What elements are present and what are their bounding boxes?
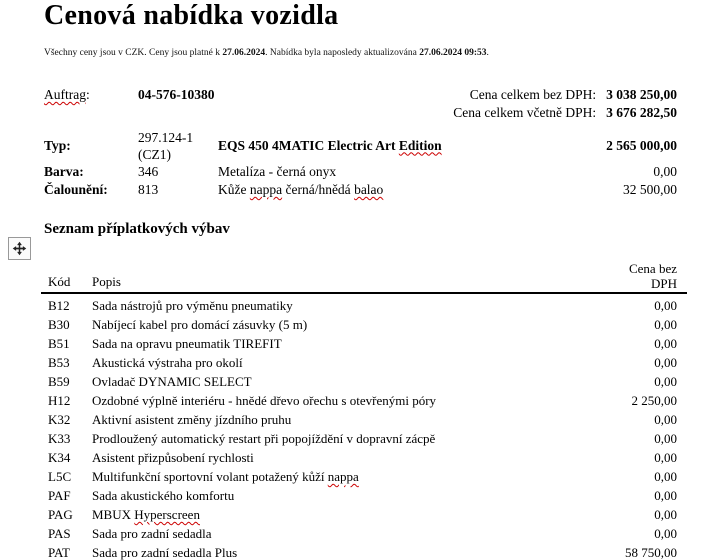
row-code: PAG	[48, 507, 73, 522]
upholstery-price: 32 500,00	[623, 182, 677, 197]
row-price: 0,00	[654, 374, 677, 389]
order-number: 04-576-10380	[138, 87, 215, 102]
row-desc: Sada na opravu pneumatik TIREFIT	[92, 336, 282, 351]
table-row	[41, 334, 687, 353]
total-incl-vat-label: Cena celkem včetně DPH:	[453, 105, 597, 120]
table-row	[41, 429, 687, 448]
total-incl-vat-value: 3 676 282,50	[606, 105, 677, 120]
row-price: 0,00	[654, 317, 677, 332]
vehicle-spec-block	[44, 128, 677, 199]
vehicle-color-row	[44, 163, 677, 181]
table-row	[41, 372, 687, 391]
table-move-handle-icon	[12, 241, 27, 256]
color-description: Metalíza - černá onyx	[218, 164, 337, 179]
row-code: K32	[48, 412, 71, 427]
order-label: Auftrag:	[44, 87, 90, 102]
column-header-code: Kód	[48, 274, 71, 289]
type-code-line1: 297.124-1	[138, 129, 194, 145]
column-header-description: Popis	[92, 274, 121, 289]
row-desc: Sada akustického komfortu	[92, 488, 235, 503]
row-desc: Aktivní asistent změny jízdního pruhu	[92, 412, 292, 427]
disclaimer-text: .	[486, 48, 489, 58]
vehicle-type-row	[44, 128, 677, 163]
table-row	[41, 543, 687, 560]
row-desc: Sada pro zadní sedadla Plus	[92, 545, 238, 560]
page-title: Cenová nabídka vozidla	[44, 0, 339, 31]
row-code: B51	[48, 336, 70, 351]
table-row	[41, 315, 687, 334]
upholstery-code: 813	[138, 182, 159, 197]
row-desc: Nabíjecí kabel pro domácí zásuvky (5 m)	[92, 317, 308, 332]
type-price: 2 565 000,00	[606, 137, 677, 153]
disclaimer-line	[44, 48, 489, 58]
upholstery-label: Čalounění:	[44, 182, 108, 197]
table-row	[41, 448, 687, 467]
row-desc: Asistent přizpůsobení rychlosti	[92, 450, 254, 465]
row-desc: Sada nástrojů pro výměnu pneumatiky	[92, 298, 293, 313]
table-row	[41, 467, 687, 486]
row-price: 0,00	[654, 526, 677, 541]
row-desc: Multifunkční sportovní volant potažený kůží nappa	[92, 469, 359, 484]
row-price: 0,00	[654, 355, 677, 370]
row-price: 0,00	[654, 469, 677, 484]
total-excl-vat-value: 3 038 250,00	[606, 87, 677, 102]
color-label: Barva:	[44, 164, 84, 179]
column-header-price-line1: Cena bez	[628, 261, 677, 276]
order-number-row	[44, 87, 215, 103]
row-price: 58 750,00	[625, 545, 677, 560]
row-price: 0,00	[654, 431, 677, 446]
table-row	[41, 524, 687, 543]
column-header-price-line2: DPH	[650, 276, 677, 291]
type-description: EQS 450 4MATIC Electric Art Edition	[218, 137, 442, 153]
row-price: 0,00	[654, 450, 677, 465]
row-code: B59	[48, 374, 70, 389]
row-code: PAF	[48, 488, 71, 503]
row-code: B53	[48, 355, 70, 370]
options-table	[41, 260, 687, 560]
row-price: 0,00	[654, 507, 677, 522]
row-desc: Akustická výstraha pro okolí	[92, 355, 243, 370]
type-code	[138, 129, 218, 163]
row-price: 0,00	[654, 336, 677, 351]
type-label: Typ:	[44, 137, 71, 153]
table-move-handle[interactable]	[8, 237, 31, 260]
table-row	[41, 353, 687, 372]
type-code-line2: (CZ1)	[138, 146, 171, 162]
color-price: 0,00	[653, 164, 677, 179]
row-code: B30	[48, 317, 70, 332]
options-section-heading: Seznam příplatkových výbav	[44, 221, 230, 237]
table-row	[41, 505, 687, 524]
row-desc: Ovladač DYNAMIC SELECT	[92, 374, 252, 389]
row-price: 0,00	[654, 488, 677, 503]
row-code: L5C	[48, 469, 72, 484]
total-excl-vat-label: Cena celkem bez DPH:	[469, 87, 597, 102]
options-table-header	[41, 260, 687, 294]
row-price: 0,00	[654, 412, 677, 427]
row-code: B12	[48, 298, 70, 313]
disclaimer-text: . Nabídka byla naposledy aktualizována	[265, 48, 420, 58]
upholstery-description: Kůže nappa černá/hnědá balao	[218, 182, 384, 197]
row-desc: Prodloužený automatický restart při popojíždění v dopravní zácpě	[92, 431, 436, 446]
row-desc: Sada pro zadní sedadla	[92, 526, 212, 541]
vehicle-upholstery-row	[44, 181, 677, 199]
row-code: PAT	[48, 545, 70, 560]
disclaimer-text: Všechny ceny jsou v CZK. Ceny jsou platné k	[44, 48, 223, 58]
row-code: K34	[48, 450, 71, 465]
row-code: H12	[48, 393, 71, 408]
row-code: PAS	[48, 526, 71, 541]
row-code: K33	[48, 431, 71, 446]
row-desc: Ozdobné výplně interiéru - hnědé dřevo ořechu s otevřenými póry	[92, 393, 437, 408]
row-price: 2 250,00	[631, 393, 677, 408]
color-code: 346	[138, 164, 159, 179]
table-row	[41, 296, 687, 315]
table-row	[41, 410, 687, 429]
options-table-body	[41, 294, 687, 560]
column-header-price	[597, 261, 677, 291]
valid-date: 27.06.2024	[222, 48, 266, 58]
totals-block	[453, 86, 677, 122]
table-row	[41, 391, 687, 410]
table-row	[41, 486, 687, 505]
row-desc: MBUX Hyperscreen	[92, 507, 200, 522]
row-price: 0,00	[654, 298, 677, 313]
updated-timestamp: 27.06.2024 09:53	[419, 48, 487, 58]
